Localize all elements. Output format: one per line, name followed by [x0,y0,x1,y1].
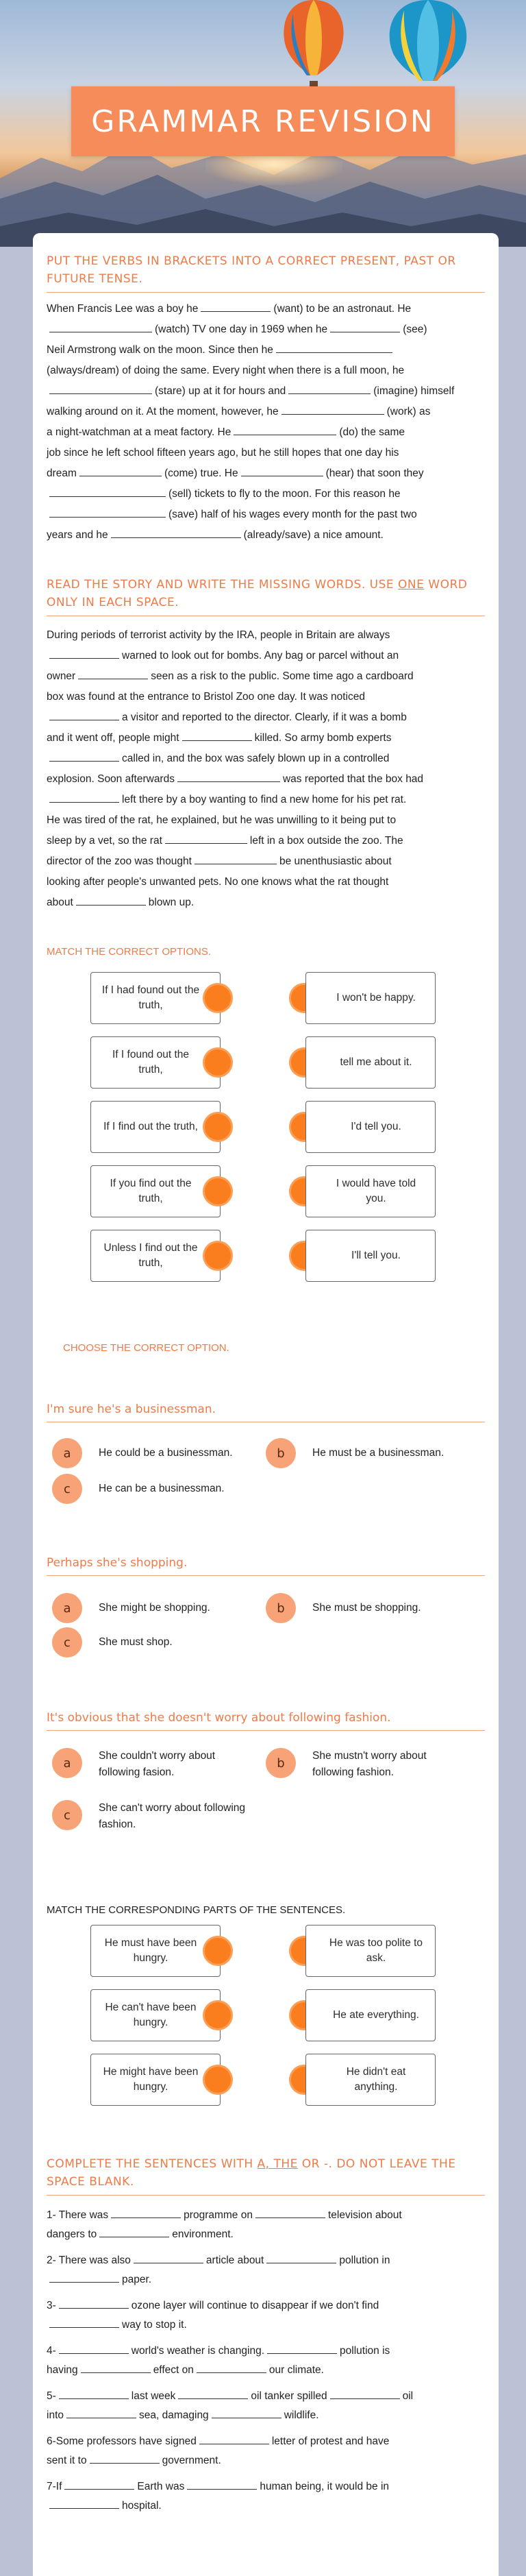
blank-field[interactable] [49,486,166,497]
option-a-text: He could be a businessman. [99,1447,233,1459]
match2-dot-left-1[interactable] [203,1936,233,1966]
blank-field[interactable] [64,2479,134,2490]
sentence-3: 3- ozone layer will continue to disappear if we don't find way to stop it. [47,2296,485,2335]
match-1-title: MATCH THE CORRECT OPTIONS. [47,946,212,958]
blank-field[interactable] [241,465,323,476]
option-c-text: She must shop. [99,1636,173,1648]
match-left-5[interactable]: Unless I find out the truth, [90,1230,221,1282]
title-banner [71,86,455,156]
match-right-4[interactable]: I would have told you. [305,1165,436,1217]
match-right-3[interactable]: I'd tell you. [305,1101,436,1153]
option-b-text: She mustn't worry about following fashion. [312,1750,427,1778]
match-left-4[interactable]: If you find out the truth, [90,1165,221,1217]
match-dot-left-2[interactable] [203,1047,233,1078]
blank-field[interactable] [99,2226,169,2237]
blank-field[interactable] [49,2272,119,2283]
blank-field[interactable] [49,383,152,394]
blank-field[interactable] [276,342,392,353]
match2-left-2[interactable]: He can't have been hungry. [90,1989,221,2041]
match-dot-left-1[interactable] [203,983,233,1013]
match-right-2[interactable]: tell me about it. [305,1036,436,1089]
blank-field[interactable] [255,2207,325,2218]
match2-dot-left-3[interactable] [203,2065,233,2095]
option-c-text: He can be a businessman. [99,1483,225,1494]
match2-right-3[interactable]: He didn't eat anything. [305,2054,436,2106]
match-right-5[interactable]: I'll tell you. [305,1230,436,1282]
worksheet-card [33,233,499,2576]
sentence-4: 4- world's weather is changing. pollution is having effect on our climate. [47,2342,485,2380]
blank-field[interactable] [49,751,119,762]
match2-dot-left-2[interactable] [203,2000,233,2030]
sentence-7: 7-If Earth was human being, it would be in hospital. [47,2477,485,2516]
option-c-text: She can't worry about following fashion. [99,1802,246,1830]
blank-field[interactable] [49,709,119,720]
blank-field[interactable] [76,895,146,906]
blank-field[interactable] [49,321,152,332]
blank-field[interactable] [267,2343,337,2354]
option-a-button[interactable]: a [52,1748,82,1778]
blank-field[interactable] [281,404,384,415]
option-a-text: She might be shopping. [99,1602,210,1614]
match-left-3[interactable]: If I find out the truth, [90,1101,221,1153]
blank-field[interactable] [66,2407,136,2418]
blank-field[interactable] [266,2252,336,2263]
blank-field[interactable] [59,2343,129,2354]
blank-field[interactable] [111,527,241,538]
section-2-text: During periods of terrorist activity by the IRA, people in Britain are always warned to look out for bombs. Any bag or parcel without an owner seen as a risk to the public. Some time ago a cardboard box was found at the entrance to Bristol Zoo one day. It was noticed a visitor and reported to the director. Clearly, if it was a bomb and it went off, people might killed. So army bomb experts called in, and the box was safely blown up in a controlled explosion. Soon afterwards was reported that the box had left there by a boy wanting to find a new home for his pet rat. He was tired of the rat, he explained, but he was unwilling to it being put to sleep by a vet, so the rat left in a box outside the zoo. The director of the zoo was thought be unenthusiastic about looking after people's unwanted pets. No one knows what the rat thought about blown up. [47,629,424,908]
blank-field[interactable] [177,771,280,782]
blank-field[interactable] [49,792,119,803]
balloon-right-icon [384,0,473,89]
blank-field[interactable] [49,2317,119,2328]
option-b-button[interactable]: b [266,1593,296,1623]
section-1-title: PUT THE VERBS IN BRACKETS INTO A CORRECT PRESENT, PAST OR FUTURE TENSE. [47,252,485,293]
blank-field[interactable] [195,853,277,864]
match-dot-left-3[interactable] [203,1112,233,1142]
sentence-2: 2- There was also article about pollution in paper. [47,2251,485,2289]
blank-field[interactable] [79,465,162,476]
option-a-button[interactable]: a [52,1593,82,1623]
sentence-5: 5- last week oil tanker spilled oil into sea, damaging wildlife. [47,2387,485,2425]
question-1-prompt: I'm sure he's a businessman. [47,1402,485,1422]
section-5-title: COMPLETE THE SENTENCES WITH A, THE OR -. DO NOT LEAVE THE SPACE BLANK. [47,2155,485,2196]
blank-field[interactable] [49,648,119,659]
option-b-text: He must be a businessman. [312,1447,444,1459]
option-a-text: She couldn't worry about following fasion. [99,1750,216,1778]
option-c-button[interactable]: c [52,1627,82,1657]
option-b-button[interactable]: b [266,1438,296,1468]
match-dot-left-4[interactable] [203,1176,233,1206]
sentence-6: 6-Some professors have signed letter of protest and have sent it to government. [47,2432,485,2470]
option-c-button[interactable]: c [52,1474,82,1504]
blank-field[interactable] [81,2362,151,2373]
blank-field[interactable] [212,2407,281,2418]
blank-field[interactable] [111,2207,181,2218]
question-2-prompt: Perhaps she's shopping. [47,1556,485,1576]
balloon-left-icon [279,0,348,89]
match-left-1[interactable]: If I had found out the truth, [90,972,221,1024]
blank-field[interactable] [165,833,247,844]
blank-field[interactable] [187,2479,257,2490]
match2-left-3[interactable]: He might have been hungry. [90,2054,221,2106]
section-2-title: READ THE STORY AND WRITE THE MISSING WORDS. USE ONE WORD ONLY IN EACH SPACE. [47,576,485,616]
match2-left-1[interactable]: He must have been hungry. [90,1925,221,1977]
match-right-1[interactable]: I won't be happy. [305,972,436,1024]
blank-field[interactable] [134,2252,203,2263]
blank-field[interactable] [288,383,371,394]
blank-field[interactable] [78,668,148,679]
match2-right-1[interactable]: He was too polite to ask. [305,1925,436,1977]
blank-field[interactable] [197,2362,266,2373]
match-left-2[interactable]: If I found out the truth, [90,1036,221,1089]
blank-field[interactable] [330,2388,400,2399]
question-3-prompt: It's obvious that she doesn't worry about following fashion. [47,1711,485,1731]
blank-field[interactable] [330,321,400,332]
blank-field[interactable] [182,730,252,741]
option-a-button[interactable]: a [52,1438,82,1468]
blank-field[interactable] [59,2298,129,2309]
blank-field[interactable] [59,2388,129,2399]
blank-field[interactable] [201,301,271,312]
option-b-button[interactable]: b [266,1748,296,1778]
section-1-text: When Francis Lee was a boy he (want) to be an astronaut. He (watch) TV one day in 1969 when he (see) Neil Armstrong walk on the moon. Since then he (always/dream) of doing the same. Every night when there is a full moon, he (stare) up at it for hours and (imagine) himself walking around on it. At the moment, however, he (work) as a night-watchman at a meat factory. He (do) the same job since he left school fifteen years ago, but he still hopes that one day his dream (come) true. He (hear) that soon they (sell) tickets to fly to the moon. For this reason he (save) half of his wages every month for the past two years and he (already/save) a nice amount. [47,299,485,546]
page-title: GRAMMAR REVISION [91,104,435,139]
blank-field[interactable] [49,2498,119,2509]
sentence-1: 1- There was programme on television about dangers to environment. [47,2206,485,2244]
match-dot-left-5[interactable] [203,1241,233,1271]
blank-field[interactable] [90,2453,160,2464]
choose-title: CHOOSE THE CORRECT OPTION. [63,1342,229,1354]
blank-field[interactable] [178,2388,248,2399]
match2-right-2[interactable]: He ate everything. [305,1989,436,2041]
blank-field[interactable] [199,2433,269,2444]
blank-field[interactable] [234,424,336,435]
blank-field[interactable] [49,507,166,518]
match-2-title: MATCH THE CORRESPONDING PARTS OF THE SENTENCES. [47,1904,346,1916]
option-c-button[interactable]: c [52,1800,82,1830]
header-image [0,0,526,247]
option-b-text: She must be shopping. [312,1602,421,1614]
